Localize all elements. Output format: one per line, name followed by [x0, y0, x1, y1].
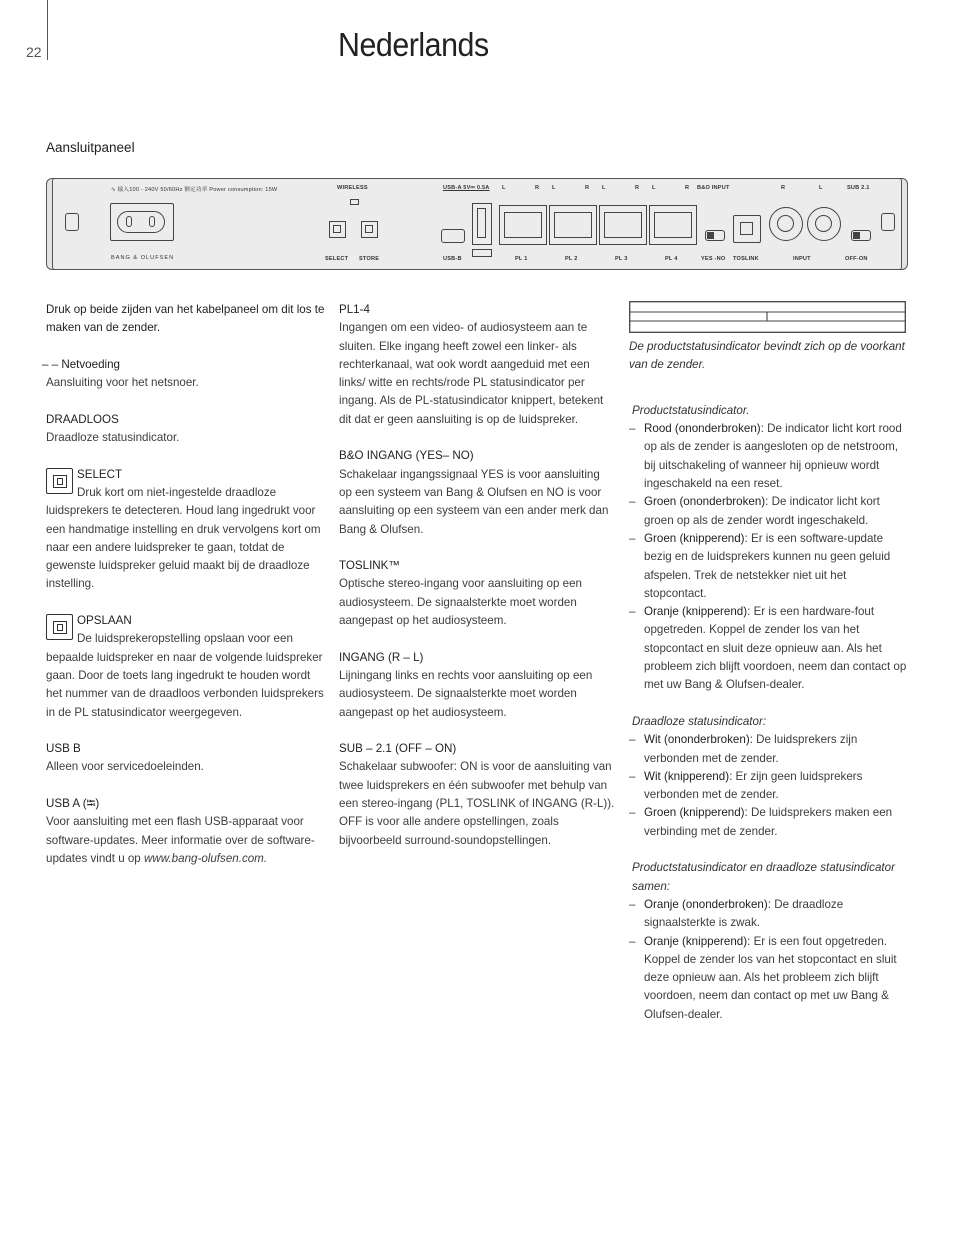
toslink-title: TOSLINK™	[339, 559, 400, 573]
brand-label: BANG & OLUFSEN	[111, 255, 175, 261]
connector-panel-illustration	[46, 178, 908, 270]
draadloos-title: DRAADLOOS	[46, 412, 119, 426]
opslaan-title: OPSLAAN	[77, 614, 132, 628]
pl2-label: PL 2	[565, 256, 578, 262]
pl3-l-label: L	[602, 185, 606, 191]
usba-title: USB A (⭾)	[46, 797, 100, 811]
input-r-label: R	[781, 185, 786, 191]
pl1-l-label: L	[502, 185, 506, 191]
usba-text: Voor aansluiting met een flash USB-apparaat voor software-updates. Meer informatie over de software-updates vindt u op	[46, 815, 315, 865]
sub-label: SUB 2.1	[847, 185, 870, 191]
front-status-indicator-diagram	[629, 301, 906, 333]
store-label: STORE	[359, 256, 380, 262]
psi-title: Productstatusindicator.	[632, 403, 750, 417]
usb-b-port	[441, 229, 465, 243]
select-label: SELECT	[325, 256, 349, 262]
select-button-icon	[46, 468, 73, 494]
toslink-label: TOSLINK	[733, 256, 759, 262]
pl4-label: PL 4	[665, 256, 678, 262]
psi-item: – Oranje (knipperend): Er is een hardware-fout opgetreden. Koppel de zender los van het stopcontact en sluit deze opnieuw aan. Als het probleem zich blijft voordoen, neem dan contact op met uw Bang & Olufsen-dealer.	[629, 603, 911, 694]
draadloos-text: Draadloze statusindicator.	[46, 431, 180, 445]
select-button-graphic	[329, 221, 346, 238]
usbb-label: USB-B	[443, 256, 462, 262]
ingang-title: INGANG (R – L)	[339, 650, 424, 664]
column-3	[629, 338, 911, 1024]
pl3-label: PL 3	[615, 256, 628, 262]
sub-text-2: OFF is voor alle andere opstellingen, zoals bijvoorbeeld surround-soundopstellingen.	[339, 815, 559, 847]
off-on-label: OFF-ON	[845, 256, 868, 262]
sub-text: Schakelaar subwoofer: ON is voor de aansluiting van twee luidsprekers en één subwoofer met behulp van een stereo-ingang (PL1, TOSLINK of INGANG (R-L)).	[339, 760, 615, 811]
pl3-port	[599, 205, 647, 245]
netvoeding-title: – – Netvoeding	[42, 357, 120, 371]
pl1-r-label: R	[535, 185, 540, 191]
margin-rule	[47, 0, 48, 60]
toslink-text: Optische stereo-ingang voor aansluiting op een audiosysteem. De signaalsterkte moet worden aangepast op het audiosysteem.	[339, 577, 582, 628]
yes-no-switch	[705, 230, 725, 241]
pl2-port	[549, 205, 597, 245]
combo-item: – Oranje (knipperend): Er is een fout opgetreden. Koppel de zender los van het stopcontact en sluit deze opnieuw aan. Als het probleem zich blijft voordoen, neem dan contact op met uw Bang & Olufsen-dealer.	[629, 933, 911, 1024]
pl3-r-label: R	[635, 185, 640, 191]
usba-paragraph	[46, 813, 326, 868]
wsi-title: Draadloze statusindicator:	[632, 714, 767, 728]
wsi-item: – Wit (ononderbroken): De luidsprekers zijn verbonden met de zender.	[629, 731, 911, 768]
sub-switch	[851, 230, 871, 241]
select-entry	[46, 466, 326, 594]
page-title: Nederlands	[338, 26, 489, 63]
combo-item: – Oranje (ononderbroken): De draadloze signaalsterkte is zwak.	[629, 896, 911, 933]
bo-input-label: B&O INPUT	[697, 185, 730, 191]
wsi-item: – Wit (knipperend): Er zijn geen luidsprekers verbonden met de zender.	[629, 768, 911, 805]
panel-body	[52, 178, 902, 270]
combo-title: Productstatusindicator en draadloze statusindicator samen:	[632, 861, 895, 893]
section-heading: Aansluitpaneel	[46, 140, 135, 155]
yes-no-label: YES -NO	[701, 256, 726, 262]
column-1	[42, 301, 326, 868]
page-number: 22	[26, 44, 42, 60]
intro-text: Druk op beide zijden van het kabelpaneel om dit los te maken van de zender.	[46, 303, 325, 335]
power-socket	[110, 203, 174, 241]
website-link[interactable]: www.bang-olufsen.com.	[143, 851, 268, 865]
input-r-jack	[769, 207, 803, 241]
pl1-label: PL 1	[515, 256, 528, 262]
input-label: INPUT	[793, 256, 811, 262]
column-2	[339, 301, 615, 850]
select-title: SELECT	[77, 467, 123, 481]
psi-item: – Groen (knipperend): Er is een software-update bezig en de luidsprekers kunnen nu geen geluid afspelen. Trek de netstekker niet uit het stopcontact.	[629, 530, 911, 603]
select-text: Druk kort om niet-ingestelde draadloze luidsprekers te detecteren. Houd lang ingedrukt voor een handmatige instelling en druk vervolgens kort om naar een andere luidspreker te gaan, totdat de gewenste luidspreker geluid maakt bij de draadloze instelling.	[46, 485, 321, 591]
bo-text: Schakelaar ingangssignaal YES is voor aansluiting op een systeem van Bang & Olufsen en NO is voor aansluiting op een systeem van een ander merk dan Bang & Olufsen.	[339, 467, 609, 536]
store-button-graphic	[361, 221, 378, 238]
netvoeding-text: Aansluiting voor het netsnoer.	[46, 376, 199, 390]
usba-rating-label: USB-A 5V⎓ 0.5A	[443, 185, 490, 191]
sub-title: SUB – 2.1 (OFF – ON)	[339, 742, 457, 756]
wireless-indicator	[350, 199, 359, 205]
ingang-text: Lijningang links en rechts voor aansluiting op een audiosysteem. De signaalsterkte moet worden aangepast op het audiosysteem.	[339, 668, 593, 719]
pl2-r-label: R	[585, 185, 590, 191]
diagram-caption: De productstatusindicator bevindt zich op de voorkant van de zender.	[629, 340, 905, 372]
input-l-label: L	[819, 185, 823, 191]
psi-item: – Rood (ononderbroken): De indicator licht kort rood op als de zender is aangesloten op de netstroom, bij uitschakeling of wanneer hij opnieuw wordt ingeschakeld na een reset.	[629, 420, 911, 493]
wireless-label: WIRELESS	[337, 185, 368, 191]
power-label: ∿ 输入100 - 240V 50/60Hz 额定功率 Power consumption: 15W	[111, 187, 278, 193]
left-release-tab	[65, 213, 79, 231]
pl-title: PL1-4	[339, 303, 370, 316]
toslink-port	[733, 215, 761, 243]
pl2-l-label: L	[552, 185, 556, 191]
psi-item: – Groen (ononderbroken): De indicator licht kort groen op als de zender wordt ingeschakeld.	[629, 493, 911, 530]
wsi-item: – Groen (knipperend): De luidsprekers maken een verbinding met de zender.	[629, 804, 911, 841]
usb-a-indicator	[472, 249, 492, 257]
pl4-r-label: R	[685, 185, 690, 191]
pl1-port	[499, 205, 547, 245]
right-release-tab	[881, 213, 895, 231]
usb-a-port	[472, 203, 492, 245]
pl-text: Ingangen om een video- of audiosysteem aan te sluiten. Elke ingang heeft zowel een linker- als rechterkanaal, wat ook wordt aangeduid met een links/ witte en rechts/rode PL statusindicator per ingang. Als de PL-statusindicator knippert, betekent dit dat er geen aansluiting is op de luidspreker.	[339, 321, 604, 426]
pl4-port	[649, 205, 697, 245]
input-l-jack	[807, 207, 841, 241]
bo-title: B&O INGANG (YES– NO)	[339, 449, 474, 463]
usbb-text: Alleen voor servicedoeleinden.	[46, 760, 204, 774]
store-button-icon	[46, 614, 73, 640]
opslaan-entry	[46, 612, 326, 722]
usbb-title: USB B	[46, 742, 81, 756]
opslaan-text: De luidsprekeropstelling opslaan voor een bepaalde luidspreker en naar de volgende luidspreker gaan. Door de toets lang ingedrukt te houden wordt het nummer van de draadloos verbonden luidsprekers in de PL statusindicator weergegeven.	[46, 632, 324, 719]
pl4-l-label: L	[652, 185, 656, 191]
